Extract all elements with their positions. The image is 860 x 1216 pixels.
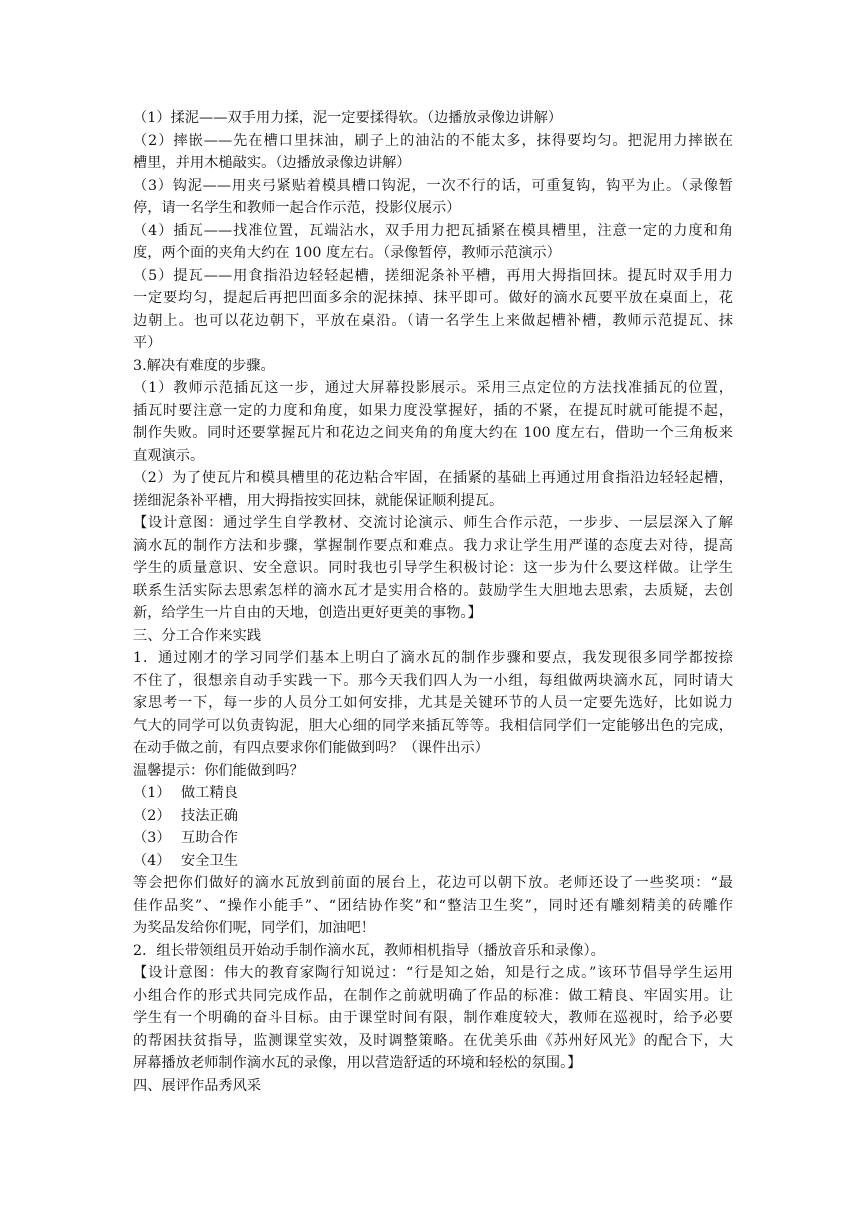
tip-text: 互助合作 bbox=[181, 830, 238, 846]
tips-list bbox=[133, 782, 733, 872]
text-line: 平） bbox=[133, 335, 162, 351]
text-line: （2）为了使瓦片和模具槽里的花边粘合牢固，在插紧的基础上再通过用食指沿边轻轻起槽， bbox=[133, 470, 733, 486]
text-line: 气大的同学可以负责钩泥，胆大心细的同学来插瓦等等。我相信同学们一定能够出色的完成， bbox=[133, 717, 733, 734]
text-line: 屏幕播放老师制作滴水瓦的录像，用以营造舒适的环境和轻松的氛围。】 bbox=[133, 1055, 582, 1071]
text-line: 度，两个面的夹角大约在 100 度左右。（录像暂停，教师示范演示） bbox=[133, 245, 561, 261]
text-line: 三、分工合作来实践 bbox=[133, 627, 262, 644]
text-line: 家思考一下，每一步的人员分工如何安排，尤其是关键环节的人员一定要先选好，比如说力 bbox=[133, 695, 733, 711]
text-line: 温馨提示：你们能做到吗？ bbox=[133, 762, 304, 779]
tip-text: 做工精良 bbox=[181, 785, 238, 801]
text-line: 【设计意图：通过学生自学教材、交流讨论演示、师生合作示范，一步步、一层层深入了解 bbox=[133, 515, 733, 531]
text-line: 插瓦时要注意一定的力度和角度，如果力度没掌握好，插的不紧，在提瓦时就可能提不起， bbox=[133, 402, 733, 419]
paragraph-block-main bbox=[133, 107, 733, 782]
text-line: （3）钩泥——用夹弓紧贴着模具槽口钩泥，一次不行的话，可重复钩，钩平为止。（录像暂 bbox=[133, 177, 733, 194]
text-line: （4）插瓦——找准位置，瓦端沾水，双手用力把瓦插紧在模具槽里，注意一定的力度和角 bbox=[133, 222, 733, 239]
tip-number: （1） bbox=[133, 785, 171, 801]
text-line: 小组合作的形式共同完成作品，在制作之前就明确了作品的标准：做工精良、牢固实用。让 bbox=[133, 987, 733, 1004]
text-line: 槽里，并用木槌敲实。（边播放录像边讲解） bbox=[133, 155, 411, 171]
text-line: 佳作品奖”、“操作小能手”、“团结协作奖”和“整洁卫生奖”，同时还有雕刻精美的砖雕作 bbox=[133, 897, 733, 914]
text-line: 学生的质量意识、安全意识。同时我也引导学生积极讨论：这一步为什么要这样做。让学生 bbox=[133, 560, 733, 576]
tip-number: （3） bbox=[133, 830, 171, 846]
text-line: 为奖品发给你们呢，同学们，加油吧！ bbox=[133, 920, 376, 936]
text-line: （1）教师示范插瓦这一步，通过大屏幕投影展示。采用三点定位的方法找准插瓦的位置， bbox=[133, 380, 733, 396]
tip-number: （2） bbox=[133, 807, 171, 824]
text-line: 滴水瓦的制作方法和步骤，掌握制作要点和难点。我力求让学生用严谨的态度去对待，提高 bbox=[133, 537, 733, 554]
tip-item bbox=[133, 827, 733, 850]
tip-number: （4） bbox=[133, 852, 171, 869]
tip-item bbox=[133, 782, 733, 805]
text-line: 1．通过刚才的学习同学们基本上明白了滴水瓦的制作步骤和要点，我发现很多同学都按捺 bbox=[133, 650, 733, 666]
text-line: 不住了，很想亲自动手实践一下。那今天我们四人为一小组，每组做两块滴水瓦，同时请大 bbox=[133, 672, 733, 689]
tip-item bbox=[133, 850, 733, 873]
text-line: 联系生活实际去思索怎样的滴水瓦才是实用合格的。鼓励学生大胆地去思索，去质疑，去创 bbox=[133, 582, 733, 599]
paragraph-block-after bbox=[133, 872, 733, 1097]
text-line: 新，给学生一片自由的天地，创造出更好更美的事物。】 bbox=[133, 605, 482, 621]
tip-text: 技法正确 bbox=[181, 807, 238, 824]
text-line: （2）摔嵌——先在槽口里抹油，刷子上的油沾的不能太多，抹得要均匀。把泥用力摔嵌在 bbox=[133, 132, 733, 149]
text-line: （5）提瓦——用食指沿边轻轻起槽，搓细泥条补平槽，再用大拇指回抹。提瓦时双手用力 bbox=[133, 267, 733, 284]
text-line: 搓细泥条补平槽，用大拇指按实回抹，就能保证顺利提瓦。 bbox=[133, 492, 504, 509]
text-line: 的帮困扶贫指导，监测课堂实效，及时调整策略。在优美乐曲《苏州好风光》的配合下，大 bbox=[133, 1032, 733, 1049]
text-line: 等会把你们做好的滴水瓦放到前面的展台上，花边可以朝下放。老师还设了一些奖项：“最 bbox=[133, 875, 733, 891]
text-line: 边朝上。也可以花边朝下，平放在桌沿。（请一名学生上来做起槽补槽，教师示范提瓦、抹 bbox=[133, 312, 733, 329]
text-line: 【设计意图：伟大的教育家陶行知说过：“行是知之始，知是行之成。”该环节倡导学生运用 bbox=[133, 965, 733, 981]
text-line: 停，请一名学生和教师一起合作示范，投影仪展示） bbox=[133, 200, 461, 216]
text-line: 学生有一个明确的奋斗目标。由于课堂时间有限，制作难度较大，教师在巡视时，给予必要 bbox=[133, 1010, 733, 1026]
document-page bbox=[133, 107, 733, 1097]
text-line: 2．组长带领组员开始动手制作滴水瓦，教师相机指导（播放音乐和录像）。 bbox=[133, 942, 605, 959]
text-line: 制作失败。同时还要掌握瓦片和花边之间夹角的角度大约在 100 度左右，借助一个三角板来 bbox=[133, 425, 733, 441]
tip-text: 安全卫生 bbox=[181, 852, 238, 869]
text-line: 3.解决有难度的步骤。 bbox=[133, 357, 275, 374]
text-line: 直观演示。 bbox=[133, 447, 205, 464]
text-line: 一定要均匀，提起后再把凹面多余的泥抹掉、抹平即可。做好的滴水瓦要平放在桌面上，花 bbox=[133, 290, 733, 306]
tip-item bbox=[133, 805, 733, 828]
text-line: （1）揉泥——双手用力揉，泥一定要揉得软。（边播放录像边讲解） bbox=[133, 110, 563, 126]
text-line: 在动手做之前，有四点要求你们能做到吗？（课件出示） bbox=[133, 740, 489, 756]
text-line: 四、展评作品秀风采 bbox=[133, 1077, 262, 1094]
